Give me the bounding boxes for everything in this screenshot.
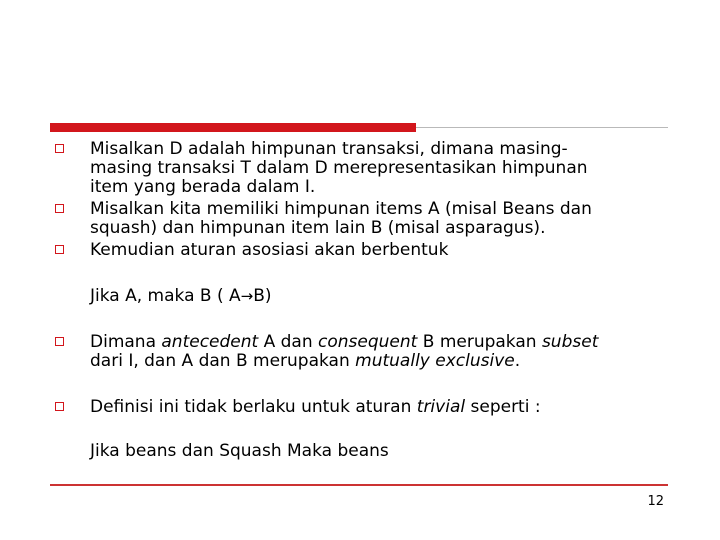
rule-form-line	[90, 287, 272, 306]
square-bullet-icon	[55, 402, 64, 411]
text-run: Definisi ini tidak berlaku untuk aturan	[90, 397, 417, 417]
rule-suffix: B)	[253, 286, 272, 306]
text-run: A dan	[258, 332, 319, 352]
italic-term: mutually exclusive	[355, 351, 515, 371]
bullet-text	[90, 398, 670, 417]
footer-rule	[50, 484, 668, 486]
bullet-text: Misalkan D adalah himpunan transaksi, dimana masing- masing transaksi T dalam D merepresentasikan himpunan item yang berada dalam I.	[90, 139, 588, 197]
square-bullet-icon	[55, 245, 64, 254]
square-bullet-icon	[55, 204, 64, 213]
arrow-icon: →	[240, 287, 254, 305]
square-bullet-icon	[55, 144, 64, 153]
italic-term: consequent	[318, 332, 418, 352]
text-run: B merupakan	[417, 332, 542, 352]
example-line: Jika beans dan Squash Maka beans	[90, 441, 389, 461]
page-number: 12	[647, 494, 664, 509]
text-run: Dimana	[90, 332, 162, 352]
square-bullet-icon	[55, 337, 64, 346]
italic-term: trivial	[416, 397, 466, 417]
text-run: seperti :	[465, 397, 541, 417]
text-run: .	[514, 351, 521, 371]
header-accent-bar	[50, 123, 416, 132]
bullet-text: Kemudian aturan asosiasi akan berbentuk	[90, 240, 449, 260]
italic-term: subset	[541, 332, 599, 352]
bullet-text	[90, 333, 670, 371]
bullet-text: Misalkan kita memiliki himpunan items A (misal Beans dan squash) dan himpunan item lain B (misal asparagus).	[90, 199, 592, 238]
text-run: dari I, dan A dan B merupakan	[90, 351, 356, 371]
italic-term: antecedent	[161, 332, 259, 352]
rule-prefix: Jika A, maka B ( A	[90, 286, 241, 306]
